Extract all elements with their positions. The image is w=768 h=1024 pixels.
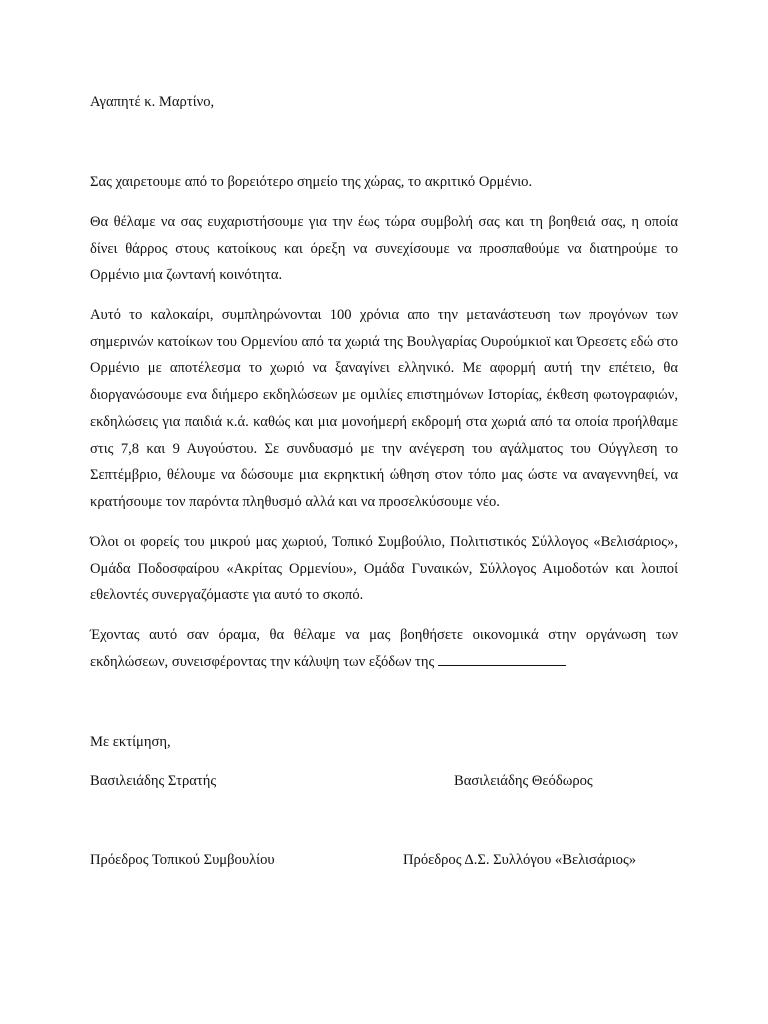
amount-blank-line: [438, 651, 566, 666]
signatory-right-name: Βασιλειάδης Θεόδωρος: [454, 773, 593, 789]
thanks-paragraph: Θα θέλαμε να σας ευχαριστήσουμε για την έως τώρα συμβολή σας και τη βοηθειά σας, η οποία δίνει θάρρος στους κατοίκους και όρεξη να συνεχίσουμε να προσπαθούμε να διατηρούμε το Ορμένιο μια ζωντανή κοινότητα.: [90, 214, 678, 284]
signatory-left-name: Βασιλειάδης Στρατής: [90, 773, 217, 789]
salutation: Αγαπητέ κ. Μαρτίνο,: [90, 94, 215, 110]
greeting-paragraph: Σας χαιρετουμε από το βορειότερο σημείο της χώρας, το ακριτικό Ορμένιο.: [90, 174, 533, 190]
request-text: Έχοντας αυτό σαν όραμα, θα θέλαμε να μας βοηθήσετε οικονομικά στην οργάνωση των εκδηλώσεων, συνεισφέροντας την κάλυψη των εξόδων της: [90, 627, 678, 670]
signatory-right-title: Πρόεδρος Δ.Σ. Συλλόγου «Βελισάριος»: [403, 852, 637, 868]
signatory-left-title: Πρόεδρος Τοπικού Συμβουλίου: [90, 852, 275, 868]
anniversary-paragraph: Αυτό το καλοκαίρι, συμπληρώνονται 100 χρόνια απο την μετανάστευση των προγόνων των σημερινών κατοίκων του Ορμενίου από τα χωριά της Βουλγαρίας Ουρούμκιοϊ και Όρεσετς εδώ στο Ορμένιο με αποτέλεσμα το χωριό να ξαναγίνει ελληνικό. Με αφορμή αυτή την επέτειο, θα διοργανώσουμε ενα διήμερο εκδηλώσεων με ομιλίες επιστημόνων Ιστορίας, έκθεση φωτογραφιών, εκδηλώσεις για παιδιά κ.ά. καθώς και μια μονοήμερή εκδρομή στα χωριά από τα οποία προήλθαμε στις 7,8 και 9 Αυγούστου. Σε συνδυασμό με την ανέγερση του αγάλματος του Ούγγλεση το Σεπτέμβριο, θέλουμε να δώσουμε μια εκρηκτική ώθηση στον τόπο μας ώστε να αναγεννηθεί, να κρατήσουμε τον παρόντα πληθυσμό αλλά και να προσελκύσουμε νέο.: [90, 307, 678, 510]
bodies-paragraph: Όλοι οι φορείς του μικρού μας χωριού, Τοπικό Συμβούλιο, Πολιτιστικός Σύλλογος «Βελισάριος», Ομάδα Ποδοσφαίρου «Ακρίτας Ορμενίου», Ομάδα Γυναικών, Σύλλογος Αιμοδοτών και λοιποί εθελοντές συνεργαζόμαστε για αυτό το σκοπό.: [90, 534, 678, 604]
request-paragraph: [90, 622, 678, 675]
closing: Με εκτίμηση,: [90, 734, 171, 750]
